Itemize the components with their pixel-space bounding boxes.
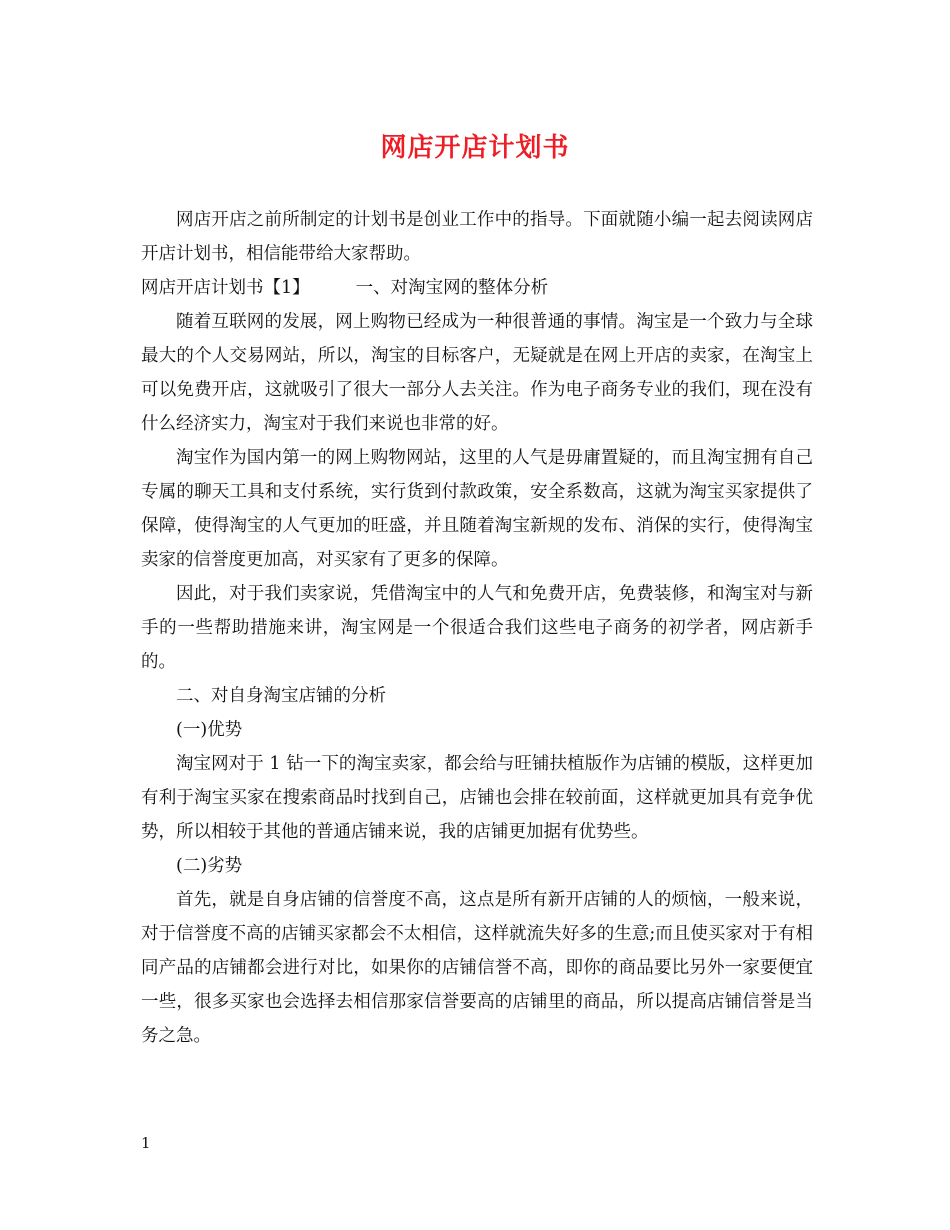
section1-heading: 一、对淘宝网的整体分析 — [355, 278, 549, 298]
paragraph-1: 随着互联网的发展，网上购物已经成为一种很普通的事情。淘宝是一个致力与全球最大的个人交易网站，所以，淘宝的目标客户，无疑就是在网上开店的卖家，在淘宝上可以免费开店，这就吸引了很大一部分人去关注。作为电子商务专业的我们，现在没有什么经济实力，淘宝对于我们来说也非常的好。 — [141, 312, 813, 434]
section-label: 网店开店计划书【1】 — [141, 278, 310, 298]
subsection2-heading: (二)劣势 — [176, 856, 243, 876]
section2-heading: 二、对自身淘宝店铺的分析 — [176, 686, 386, 706]
page-number: 1 — [141, 1134, 151, 1152]
paragraph-4: 淘宝网对于 1 钻一下的淘宝卖家，都会给与旺铺扶植版作为店铺的模版，这样更加有利于淘宝买家在搜索商品时找到自己，店铺也会排在较前面，这样就更加具有竞争优势，所以相较于其他的普通店铺来说，我的店铺更加据有优势些。 — [141, 754, 813, 842]
intro-paragraph: 网店开店之前所制定的计划书是创业工作中的指导。下面就随小编一起去阅读网店开店计划书，相信能带给大家帮助。 — [141, 210, 813, 264]
paragraph-2: 淘宝作为国内第一的网上购物网站，这里的人气是毋庸置疑的，而且淘宝拥有自己专属的聊天工具和支付系统，实行货到付款政策，安全系数高，这就为淘宝买家提供了保障，使得淘宝的人气更加的旺盛，并且随着淘宝新规的发布、消保的实行，使得淘宝卖家的信誉度更加高，对买家有了更多的保障。 — [141, 448, 813, 570]
subsection1-heading: (一)优势 — [176, 720, 243, 740]
section-label-line — [141, 271, 813, 305]
paragraph-3: 因此，对于我们卖家说，凭借淘宝中的人气和免费开店，免费装修，和淘宝对与新手的一些帮助措施来讲，淘宝网是一个很适合我们这些电子商务的初学者，网店新手的。 — [141, 584, 813, 672]
paragraph-5: 首先，就是自身店铺的信誉度不高，这点是所有新开店铺的人的烦恼，一般来说，对于信誉度不高的店铺买家都会不太相信，这样就流失好多的生意;而且使买家对于有相同产品的店铺都会进行对比，如果你的店铺信誉不高，即你的商品要比另外一家要便宜一些，很多买家也会选择去相信那家信誉要高的店铺里的商品，所以提高店铺信誉是当务之急。 — [141, 890, 813, 1046]
document-title: 网店开店计划书 — [380, 133, 570, 163]
document-body — [141, 203, 813, 1053]
